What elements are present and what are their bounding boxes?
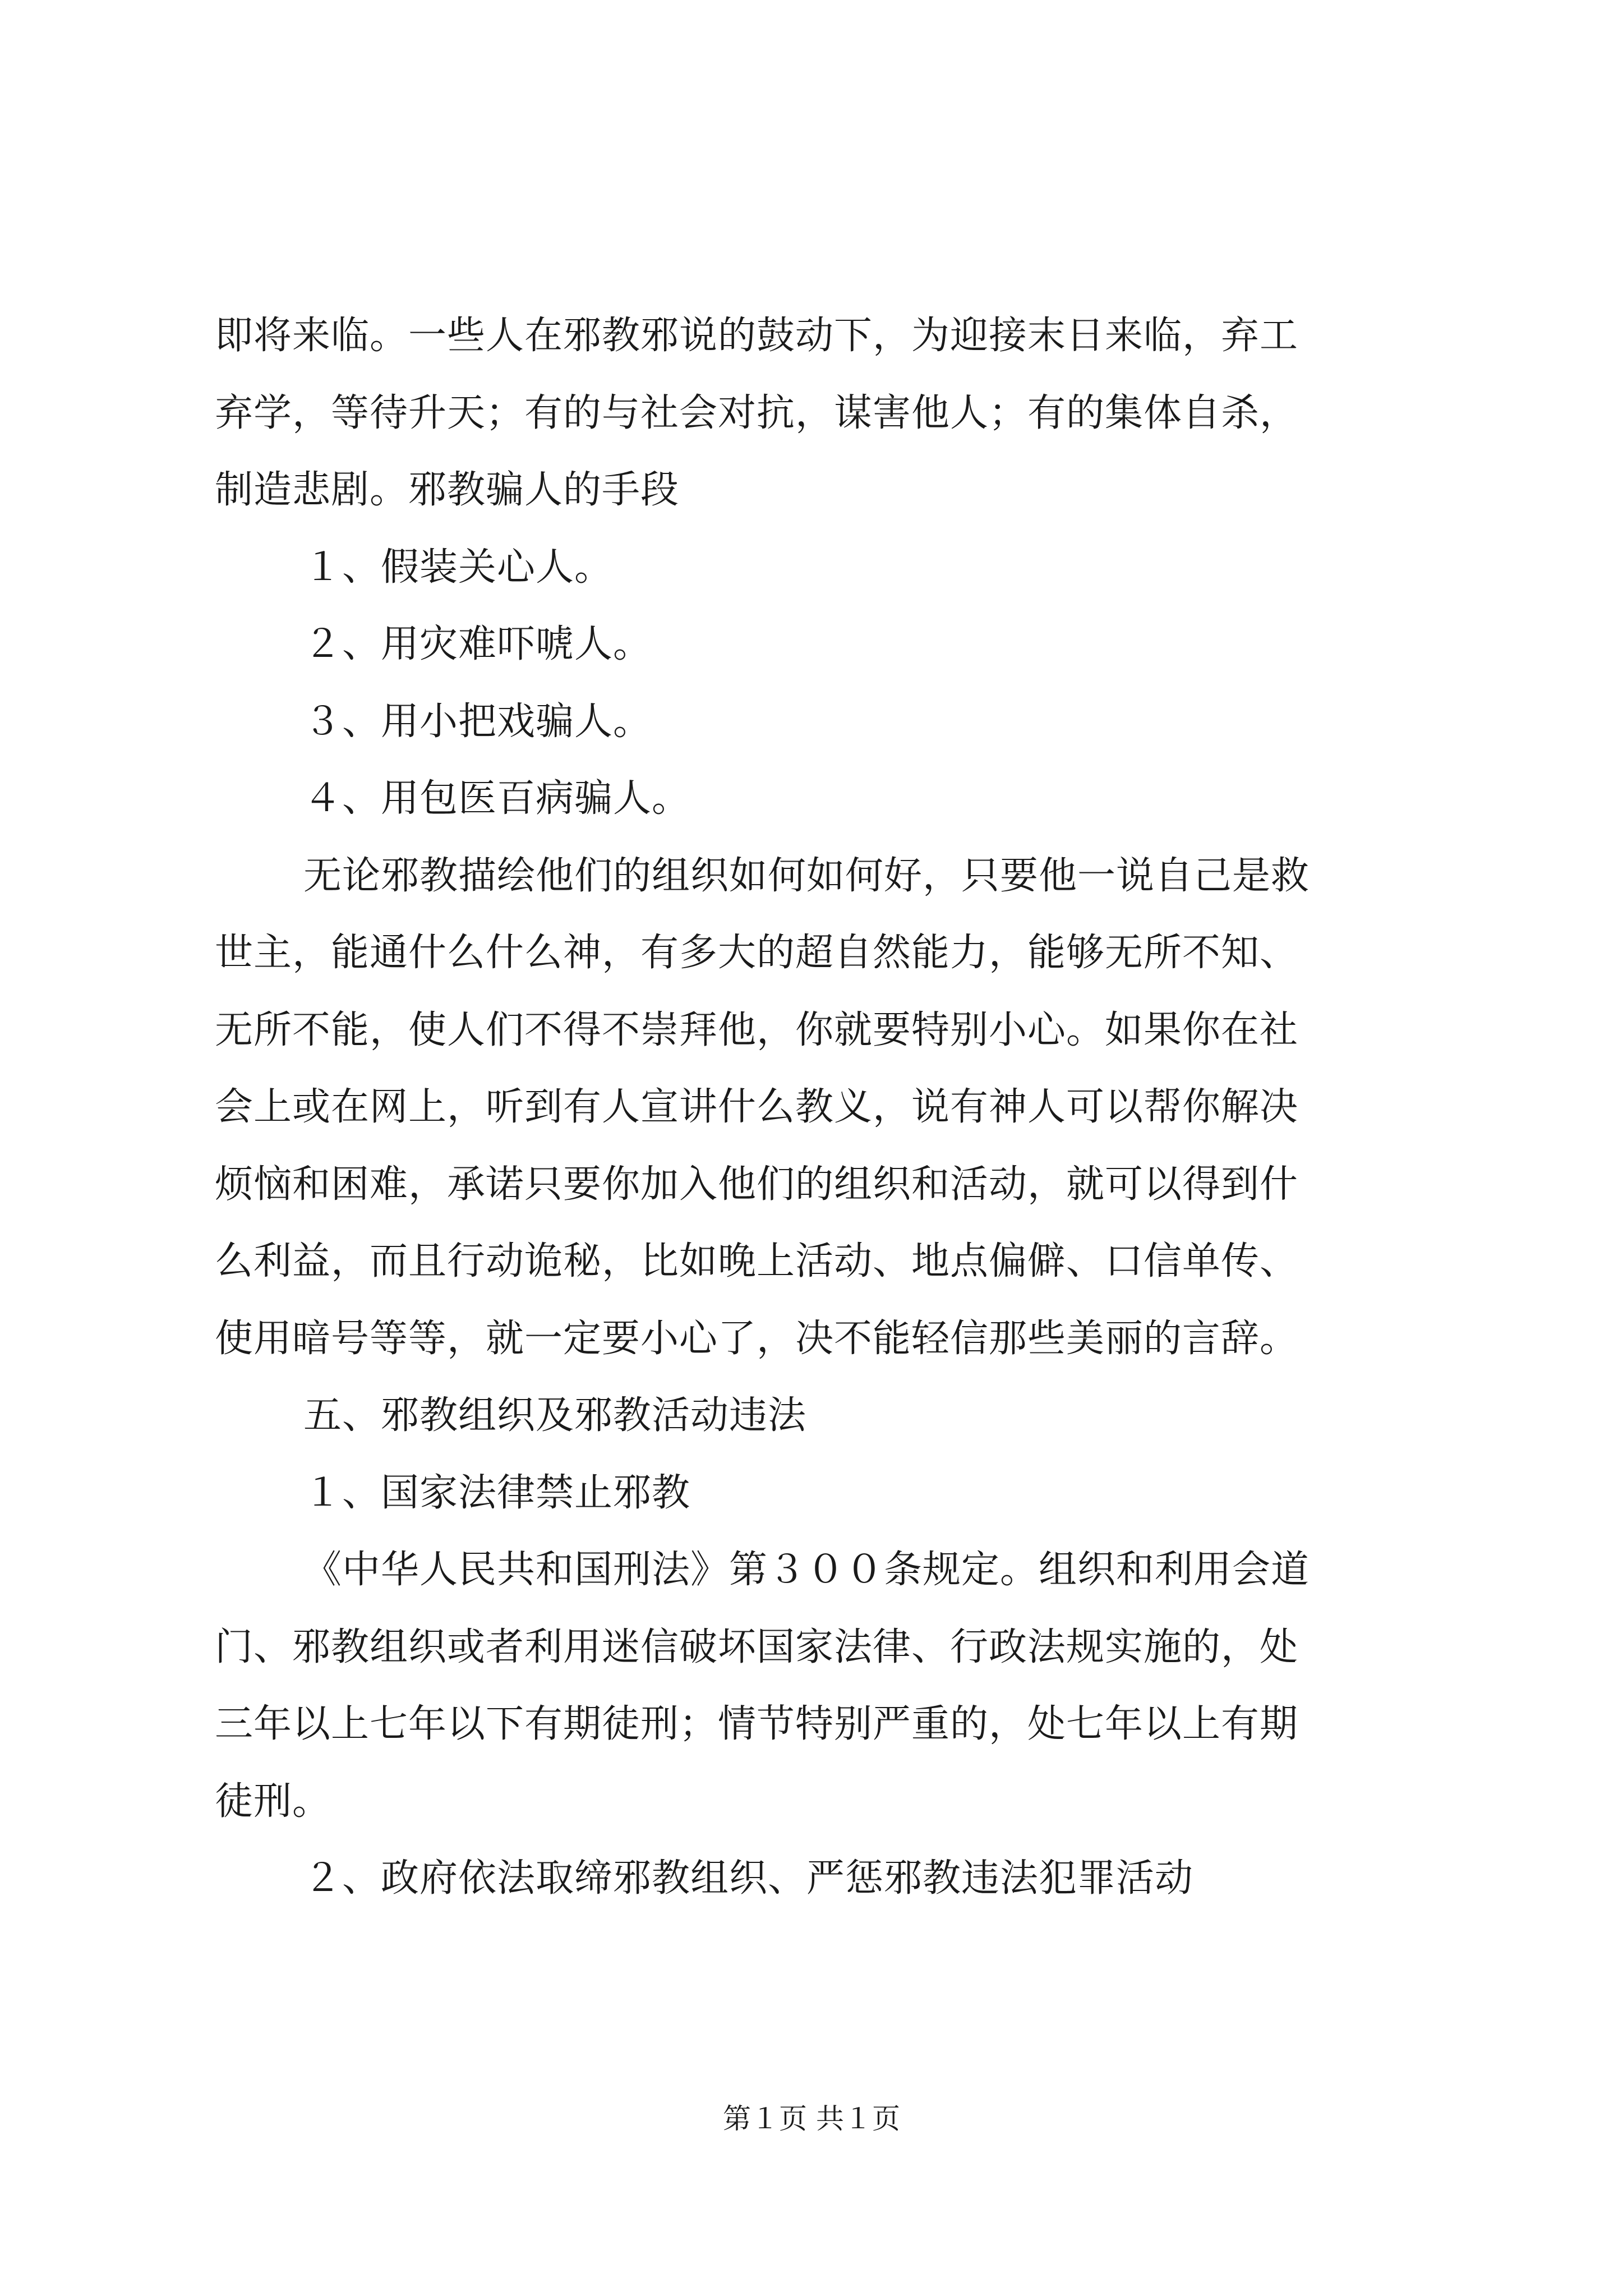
text-line: 么利益，而且行动诡秘，比如晚上活动、地点偏僻、口信单传、 xyxy=(215,1239,1299,1283)
text-line: 三年以上七年以下有期徒刑；情节特别严重的，处七年以上有期 xyxy=(215,1702,1299,1746)
text-line: 会上或在网上，听到有人宣讲什么教义，说有神人可以帮你解决 xyxy=(215,1085,1299,1129)
subsection-heading: １、国家法律禁止邪教 xyxy=(303,1470,691,1515)
text-line: 徒刑。 xyxy=(215,1779,331,1824)
list-item: １、假装关心人。 xyxy=(303,545,614,590)
paragraph-first-line: 《中华人民共和国刑法》第３００条规定。组织和利用会道 xyxy=(303,1548,1310,1592)
text-line: 制造悲剧。邪教骗人的手段 xyxy=(215,468,680,512)
list-item: ２、用灾难吓唬人。 xyxy=(303,622,652,666)
section-heading: 五、邪教组织及邪教活动违法 xyxy=(303,1393,807,1438)
body-text xyxy=(215,297,1421,1917)
page-footer: 第１页 共１页 xyxy=(723,2102,900,2135)
text-line: 无所不能，使人们不得不崇拜他，你就要特别小心。如果你在社 xyxy=(215,1007,1299,1052)
paragraph-first-line: 无论邪教描绘他们的组织如何如何好，只要他一说自己是救 xyxy=(303,853,1310,898)
text-line: 使用暗号等等，就一定要小心了，决不能轻信那些美丽的言辞。 xyxy=(215,1316,1299,1361)
list-item: ３、用小把戏骗人。 xyxy=(303,699,652,744)
text-line: 烦恼和困难，承诺只要你加入他们的组织和活动，就可以得到什 xyxy=(215,1162,1299,1207)
subsection-heading: ２、政府依法取缔邪教组织、严惩邪教违法犯罪活动 xyxy=(303,1856,1194,1901)
text-line: 世主，能通什么什么神，有多大的超自然能力，能够无所不知、 xyxy=(215,931,1299,975)
text-line: 门、邪教组织或者利用迷信破坏国家法律、行政法规实施的，处 xyxy=(215,1625,1299,1669)
text-line: 即将来临。一些人在邪教邪说的鼓动下，为迎接末日来临，弃工 xyxy=(215,314,1299,358)
text-line: 弃学，等待升天；有的与社会对抗，谋害他人；有的集体自杀， xyxy=(215,390,1299,435)
list-item: ４、用包医百病骗人。 xyxy=(303,776,691,821)
